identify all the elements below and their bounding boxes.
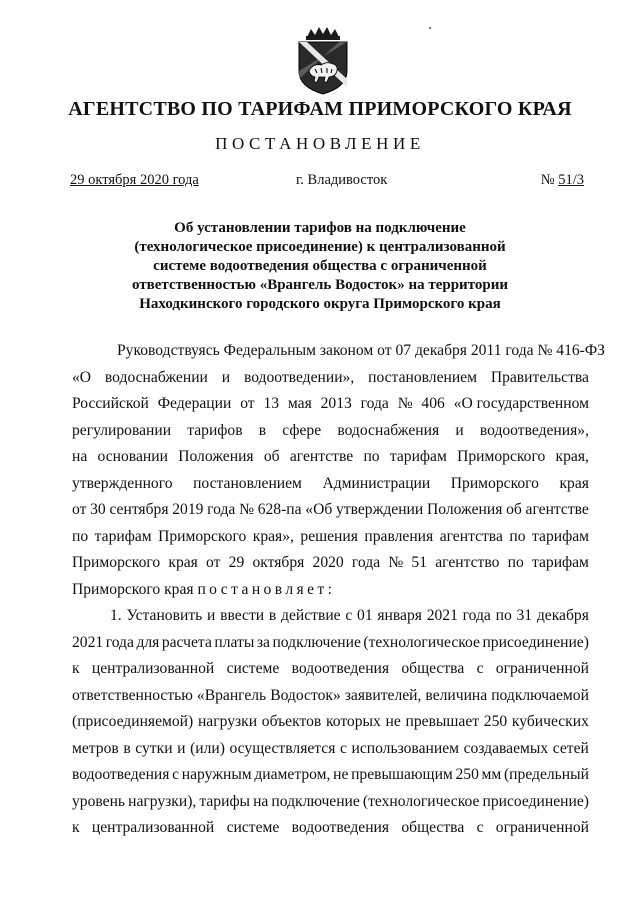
body-word: по — [495, 607, 512, 624]
body-word: года — [462, 607, 491, 624]
agency-heading: АГЕНТСТВО ПО ТАРИФАМ ПРИМОРСКОГО КРАЯ — [68, 98, 572, 120]
body-word: тарифов — [187, 421, 243, 439]
body-word: общества — [401, 660, 465, 677]
body-line — [72, 762, 589, 789]
body-word: превышающим — [351, 766, 453, 783]
body-word: года — [351, 554, 381, 571]
body-word: года — [360, 395, 389, 412]
body-line — [72, 603, 589, 630]
body-word: водоснабжения — [337, 421, 440, 439]
body-word: Приморского — [158, 527, 247, 545]
body-word: от — [240, 395, 255, 412]
body-word: 2021 — [72, 633, 104, 651]
document-city: г. Владивосток — [296, 172, 388, 188]
body-word: к — [72, 660, 80, 677]
body-word: декабря — [536, 607, 589, 624]
body-word: централизованной — [91, 660, 215, 677]
body-word: Администрации — [322, 474, 431, 492]
body-word: (предельный — [503, 766, 589, 783]
body-word: агентства — [439, 527, 503, 545]
body-word: 2020 — [312, 554, 344, 571]
body-word: постановлением — [368, 368, 477, 386]
body-word: 51 — [411, 554, 428, 571]
body-word: 13 — [263, 395, 280, 412]
body-word: агентство — [435, 554, 500, 571]
body-word: величина — [425, 686, 488, 704]
body-word: года — [207, 501, 236, 518]
body-line — [72, 444, 589, 471]
body-word: ответственностью — [72, 686, 193, 704]
body-word: в — [123, 739, 131, 757]
body-word: на — [253, 792, 269, 810]
body-word: «Об — [305, 501, 333, 518]
body-line — [72, 630, 589, 657]
body-word: от — [206, 554, 221, 571]
body-word: года — [105, 633, 134, 651]
body-word: по — [509, 527, 526, 545]
body-word: и — [177, 739, 186, 757]
body-word: 2021 — [426, 607, 458, 624]
body-line — [72, 683, 589, 710]
body-word: превышает — [405, 713, 480, 730]
body-line — [72, 497, 589, 524]
body-word: водоснабжении — [104, 368, 208, 386]
document-body — [72, 338, 605, 842]
body-word: края», — [252, 527, 294, 545]
body-line — [72, 736, 589, 763]
body-word: тарифам — [531, 554, 589, 571]
body-word: агентстве — [289, 448, 354, 465]
body-text-spaced: постановляет: — [197, 580, 336, 598]
body-word: диаметром, — [254, 766, 331, 783]
body-word: системе — [226, 660, 280, 677]
body-word: подключение — [271, 792, 360, 810]
body-word: ограниченной — [495, 660, 589, 677]
body-word: с — [172, 766, 180, 783]
body-word: основании — [97, 448, 168, 465]
body-line — [72, 524, 589, 551]
body-word: за — [256, 633, 270, 651]
body-word: тарифам — [389, 448, 447, 465]
body-line — [72, 365, 589, 392]
body-word: Федерации — [157, 395, 232, 412]
body-word: № — [388, 554, 404, 571]
body-word: для — [136, 633, 160, 651]
body-word: № — [397, 395, 413, 412]
body-word: 1. — [110, 607, 122, 624]
body-word: сетей — [552, 739, 589, 757]
body-word: Приморского — [450, 474, 539, 492]
title-line: (технологическое присоединение) к централизованной — [134, 239, 506, 255]
body-word: Водосток» — [270, 686, 341, 704]
body-word: 31 — [516, 607, 533, 624]
body-word: подключение — [272, 633, 361, 651]
title-line: системе водоотведения общества с ограниченной — [153, 258, 487, 274]
body-word: и — [221, 368, 231, 386]
body-word: кубических — [511, 713, 589, 730]
body-word: подключаемой — [491, 686, 589, 704]
body-word: октября — [252, 554, 305, 571]
body-word: Приморского — [457, 448, 546, 465]
body-word: 250 — [455, 766, 479, 783]
body-line — [72, 656, 589, 683]
body-line — [72, 709, 589, 736]
body-word: января — [377, 607, 422, 624]
body-word: по — [507, 554, 524, 571]
body-word: Российской — [72, 395, 149, 412]
scan-speck — [429, 27, 431, 29]
body-word: 406 — [421, 395, 445, 412]
body-word: «О государственном — [453, 395, 589, 412]
body-word: № — [239, 501, 254, 518]
body-word: платы — [214, 633, 255, 651]
body-word: в — [258, 421, 267, 439]
body-word: водоотведении», — [243, 368, 355, 386]
body-word: присоединение) — [482, 633, 589, 651]
body-line — [72, 391, 589, 418]
body-word: тарифам — [532, 527, 589, 545]
body-word: с — [476, 819, 484, 836]
body-word: сфере — [282, 421, 322, 439]
body-word: действие — [281, 607, 341, 624]
body-word: 628-па — [257, 501, 302, 518]
body-word: с — [339, 739, 347, 757]
body-word: водоотведения — [291, 819, 390, 836]
body-word: которых — [325, 713, 381, 730]
body-word: регулировании — [72, 421, 172, 439]
body-word: края, — [555, 448, 589, 465]
body-line — [72, 471, 589, 498]
body-word: централизованной — [91, 819, 215, 836]
body-word: об — [263, 448, 280, 465]
body-word: 250 — [483, 713, 508, 730]
body-word: Приморского — [72, 554, 161, 571]
body-word: (технологическое — [362, 792, 480, 810]
body-text-fragment: Приморского края — [72, 580, 198, 598]
body-word: тарифы — [199, 792, 251, 810]
body-word: постановлением — [193, 474, 302, 492]
body-word: об — [506, 501, 522, 518]
body-word: решения — [300, 527, 358, 545]
body-word: с — [345, 607, 353, 624]
body-word: наружным — [181, 766, 252, 783]
body-word: края — [168, 554, 198, 571]
body-word: мая — [287, 395, 312, 412]
body-word: создаваемых — [463, 739, 549, 757]
document-number — [541, 172, 584, 189]
body-word: «О — [72, 368, 92, 386]
body-line — [72, 789, 589, 816]
body-word: расчета — [161, 633, 212, 651]
body-word: по — [363, 448, 380, 465]
body-word: 29 — [228, 554, 245, 571]
coat-of-arms-emblem — [293, 27, 353, 95]
body-word: ввести — [220, 607, 265, 624]
document-title — [120, 219, 520, 314]
body-word: 30 — [90, 501, 106, 518]
body-word: от — [72, 501, 87, 518]
body-word: на — [72, 448, 88, 465]
body-word: присоединение) — [482, 792, 589, 810]
body-word: не — [333, 766, 349, 783]
body-word: агентстве — [525, 501, 589, 518]
number-prefix: № — [540, 172, 555, 188]
document-type-heading: ПОСТАНОВЛЕНИЕ — [215, 134, 425, 153]
body-word: Установить — [126, 607, 203, 624]
body-word: сутки — [135, 739, 173, 757]
body-word: заявителей, — [344, 686, 422, 704]
body-line: Руководствуясь Федеральным законом от 07 декабря 2011 года № 416-ФЗ — [117, 342, 605, 359]
body-word: объектов — [261, 713, 322, 730]
body-word: (или) — [190, 739, 225, 757]
body-word: и — [455, 421, 464, 439]
body-word: с — [476, 660, 484, 677]
body-word: (технологическое — [363, 633, 480, 651]
body-word: тарифам — [94, 527, 152, 545]
body-word: 01 — [357, 607, 373, 624]
body-word: (присоединяемой) — [72, 713, 194, 730]
body-word: водоотведения — [291, 660, 390, 677]
body-word: мм — [481, 766, 502, 783]
body-word: 2019 — [172, 501, 204, 518]
body-line — [72, 577, 589, 604]
body-word: нагрузки — [197, 713, 258, 730]
body-word: системе — [226, 819, 280, 836]
body-word: правления — [364, 527, 434, 545]
body-line — [72, 418, 589, 445]
body-word: 2013 — [320, 395, 352, 412]
number-value: 51/3 — [558, 172, 584, 188]
body-word: края — [559, 474, 589, 492]
body-word: и — [207, 607, 216, 624]
body-word: «Врангель — [196, 686, 267, 704]
body-line — [72, 815, 589, 842]
body-word: метров — [72, 739, 119, 757]
body-word: в — [268, 607, 277, 624]
body-word: нагрузки), — [128, 792, 197, 810]
title-line: Об установлении тарифов на подключение — [174, 220, 466, 236]
body-word: уровень — [72, 792, 126, 810]
title-line: Находкинского городского округа Приморского края — [139, 296, 501, 312]
body-word: утвержденного — [72, 474, 173, 492]
body-word: водоотведения — [72, 766, 170, 783]
body-word: ограниченной — [495, 819, 589, 836]
body-word: использованием — [351, 739, 459, 757]
title-line: ответственностью «Врангель Водосток» на территории — [131, 277, 508, 293]
body-word: не — [385, 713, 401, 730]
body-word: утверждении — [335, 501, 424, 518]
body-word: сентября — [109, 501, 169, 518]
body-word: осуществляется — [229, 739, 336, 757]
body-word: Положения — [178, 448, 254, 465]
body-word: Положения — [426, 501, 503, 518]
body-word: Правительства — [490, 368, 589, 386]
body-word: водоотведения», — [479, 421, 589, 439]
body-word: общества — [401, 819, 465, 836]
document-date: 29 октября 2020 года — [70, 172, 199, 188]
body-word: к — [72, 819, 80, 836]
body-line — [72, 550, 589, 577]
body-word: по — [72, 527, 89, 545]
